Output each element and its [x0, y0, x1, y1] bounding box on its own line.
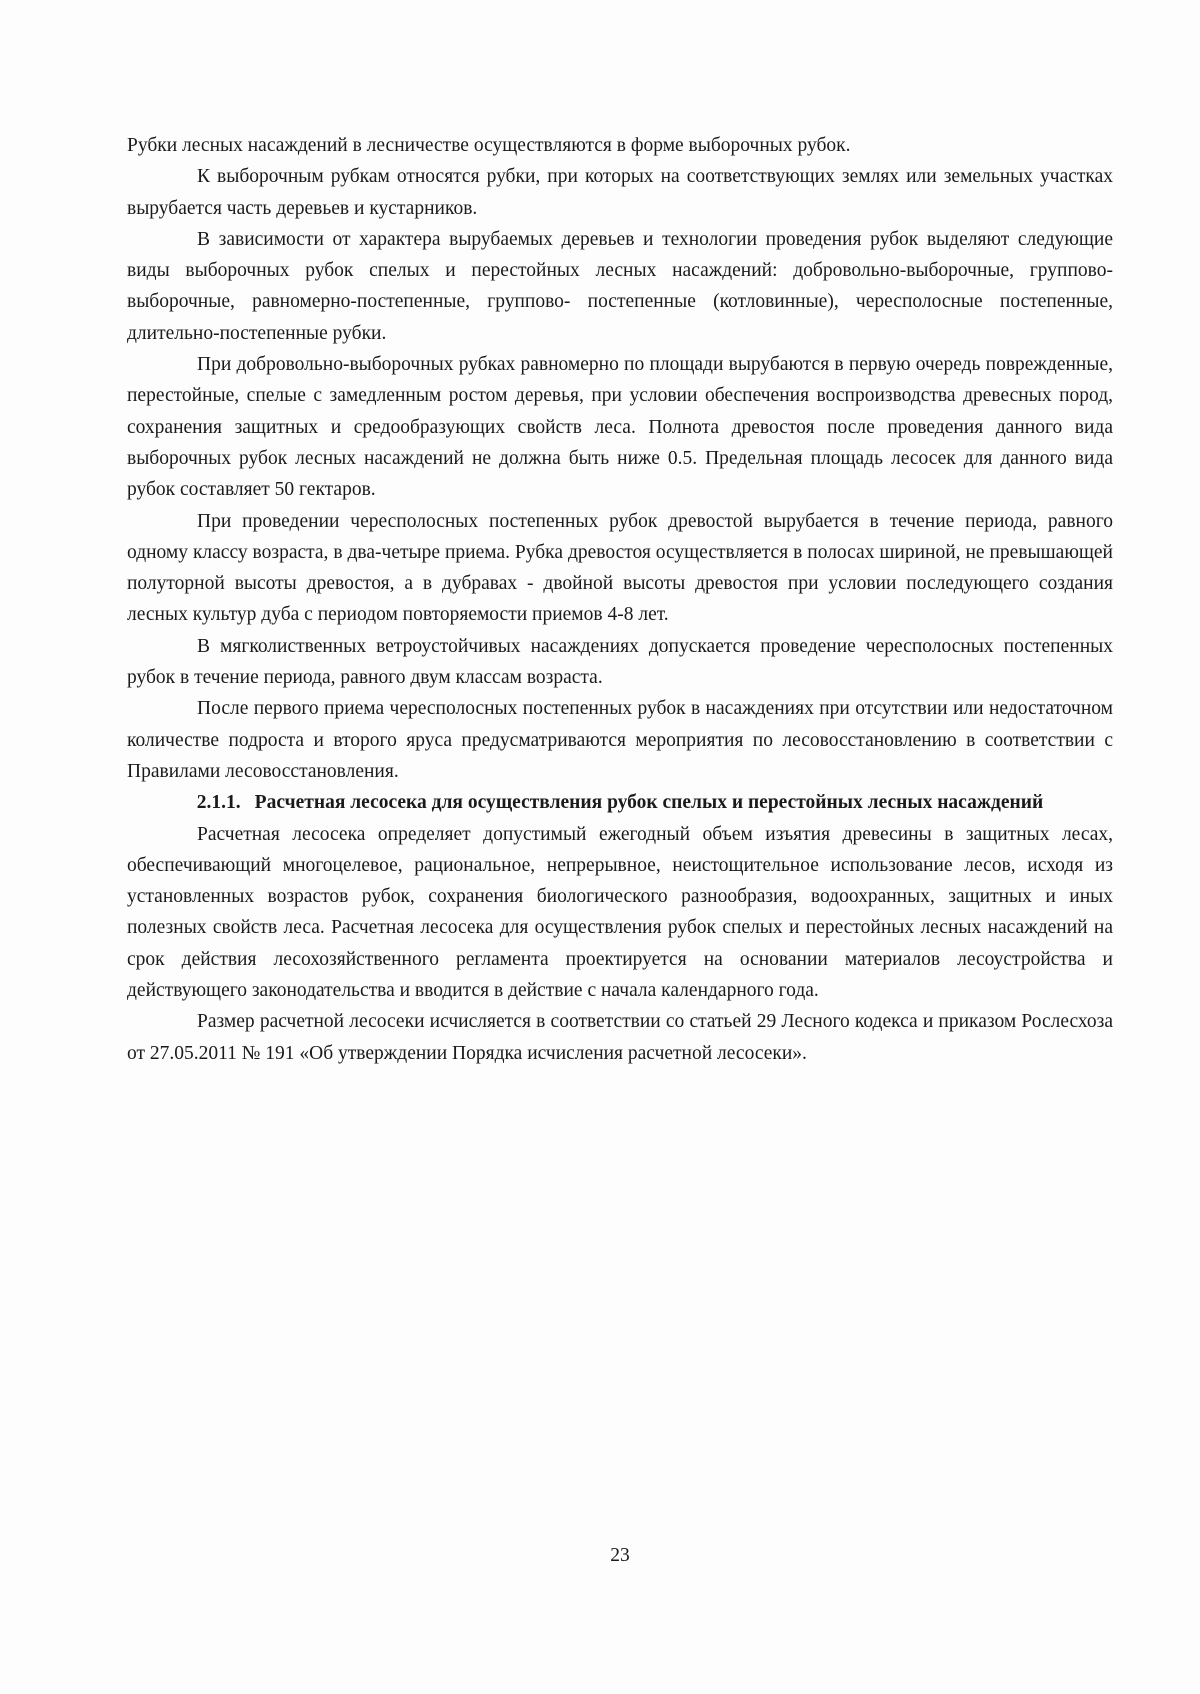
paragraph-voluntary-selective: При добровольно-выборочных рубках равномерно по площади вырубаются в первую очередь поврежденные, перестойные, спелые с замедленным ростом деревья, при условии обеспечения воспроизводства древесных пород, сохранения защитных и средообразующих свойств леса. Полнота древостоя после проведения данного вида выборочных рубок лесных насаждений не должна быть ниже 0.5. Предельная площадь лесосек для данного вида рубок составляет 50 гектаров.: [127, 354, 1113, 501]
paragraph-intro: Рубки лесных насаждений в лесничестве осуществляются в форме выборочных рубок.: [127, 135, 851, 156]
section-number: 2.1.1.: [196, 792, 241, 814]
paragraph-reforestation: После первого приема чересполосных постепенных рубок в насаждениях при отсутствии или недостаточном количестве подроста и второго яруса предусматриваются мероприятия по лесовосстановлению в соответствии с Правилами лесовосстановления.: [127, 698, 1113, 782]
page-number: 23: [610, 1545, 630, 1566]
paragraph-selective-cuttings: К выборочным рубкам относятся рубки, при которых на соответствующих землях или земельных участках вырубается часть деревьев и кустарников.: [127, 166, 1113, 219]
page-body: [127, 130, 1113, 1069]
section-heading: [127, 787, 1113, 818]
paragraph-cut-calculation: Размер расчетной лесосеки исчисляется в соответствии со статьей 29 Лесного кодекса и приказом Рослесхоза от 27.05.2011 № 191 «Об утверждении Порядка исчисления расчетной лесосеки».: [127, 1011, 1113, 1064]
paragraph-strip-gradual: При проведении чересполосных постепенных рубок древостой вырубается в течение периода, равного одному классу возраста, в два-четыре приема. Рубка древостоя осуществляется в полосах шириной, не превышающей полуторной высоты древостоя, а в дубравах - двойной высоты древостоя при условии последующего создания лесных культур дуба с периодом повторяемости приемов 4-8 лет.: [127, 510, 1113, 626]
section-title: Расчетная лесосека для осуществления рубок спелых и перестойных лесных насаждений: [254, 792, 1044, 814]
paragraph-cutting-types: В зависимости от характера вырубаемых деревьев и технологии проведения рубок выделяют следующие виды выборочных рубок спелых и перестойных лесных насаждений: добровольно-выборочные, группово-выборочные, равномерно-постепенные, группово- постепенные (котловинные), чересполосные постепенные, длительно-постепенные рубки.: [127, 228, 1113, 344]
paragraph-softwood-stands: В мягколиственных ветроустойчивых насаждениях допускается проведение чересполосных постепенных рубок в течение периода, равного двум классам возраста.: [127, 635, 1113, 689]
paragraph-allowable-cut: Расчетная лесосека определяет допустимый ежегодный объем изъятия древесины в защитных лесах, обеспечивающий многоцелевое, рациональное, непрерывное, неистощительное использование лесов, исходя из установленных возрастов рубок, сохранения биологического разнообразия, водоохранных, защитных и иных полезных свойств леса. Расчетная лесосека для осуществления рубок спелых и перестойных лесных насаждений на срок действия лесохозяйственного регламента проектируется на основании материалов лесоустройства и действующего законодательства и вводится в действие с начала календарного года.: [127, 823, 1113, 1002]
